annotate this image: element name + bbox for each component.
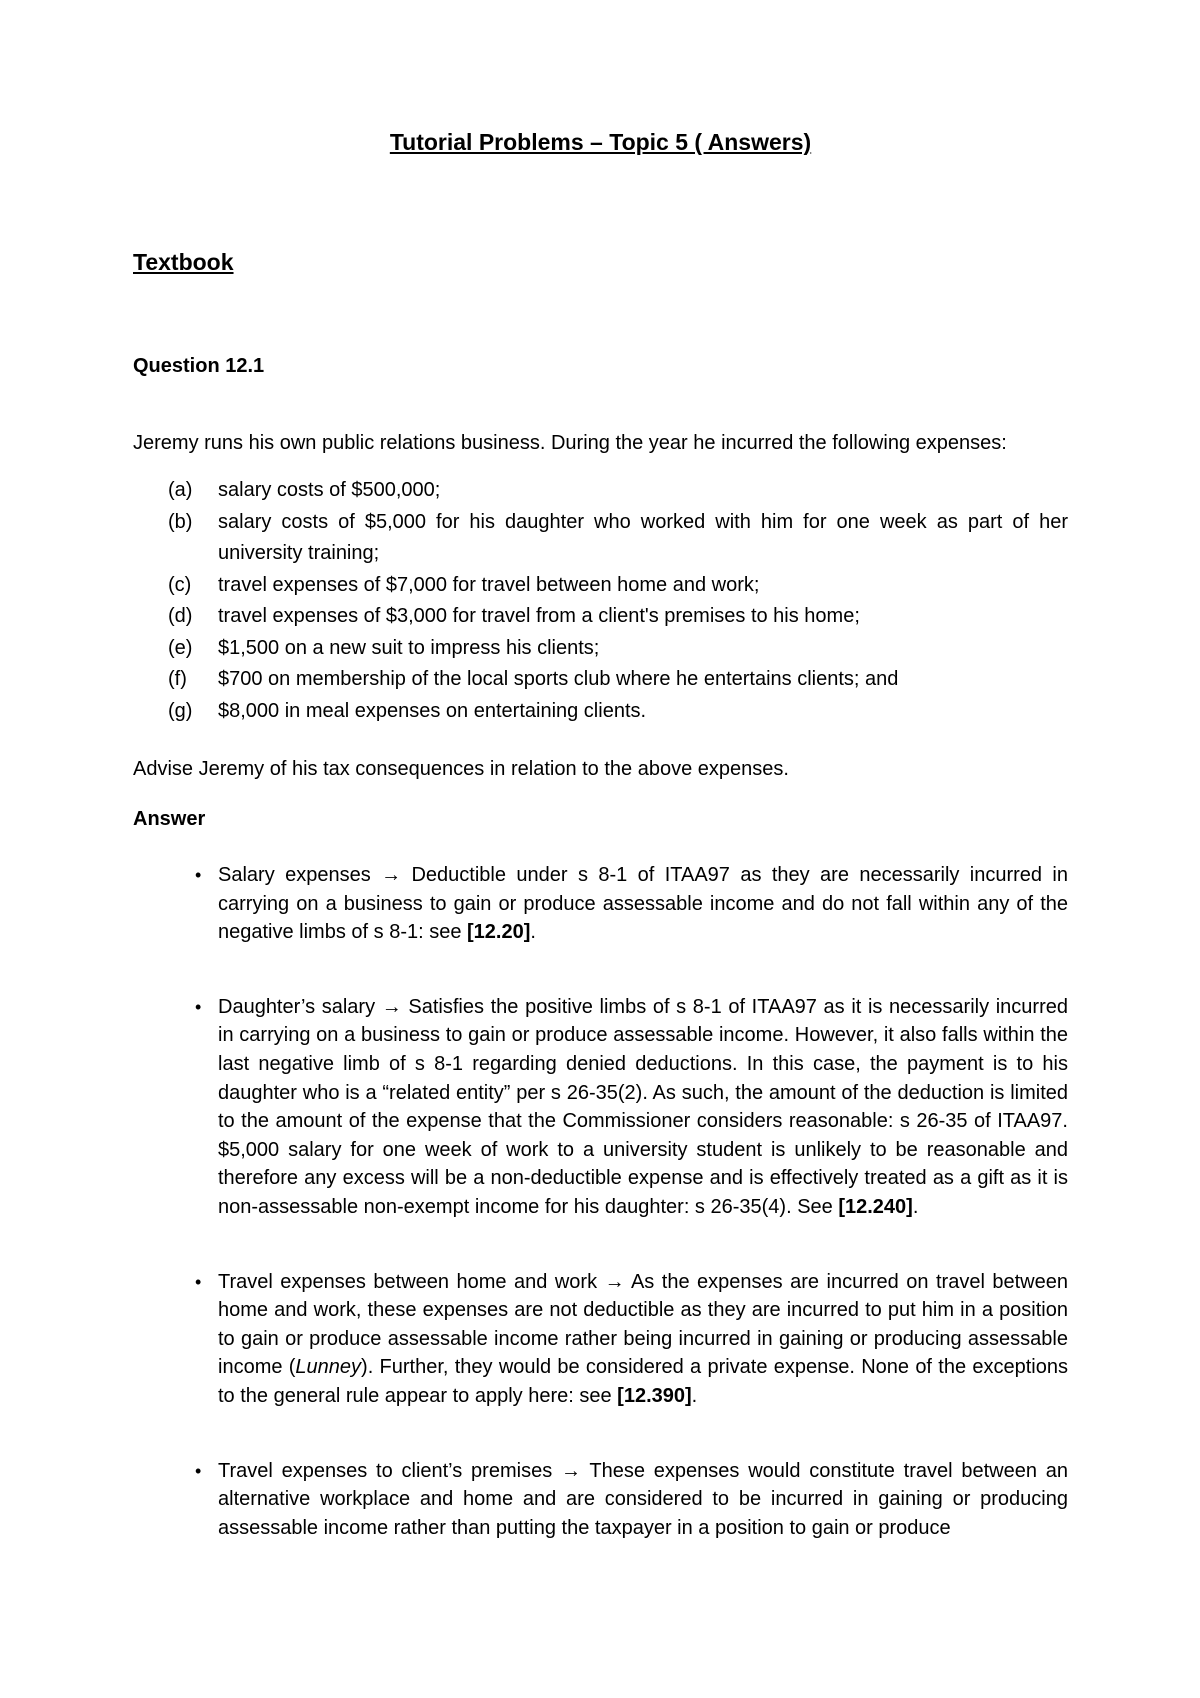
bullet-icon: • [195,1271,202,1292]
section-heading-textbook: Textbook [133,249,234,275]
expense-item-text: salary costs of $500,000; [218,479,441,501]
expense-item-text: $8,000 in meal expenses on entertaining clients. [218,699,647,722]
expense-item-c [168,570,1068,602]
expense-item-label: (b) [168,510,193,533]
expense-item-b [168,507,1068,570]
expense-item-a [168,475,1068,507]
expense-item-text: travel expenses of $3,000 for travel from a client's premises to his home; [218,605,860,627]
bullet-icon: • [195,996,202,1017]
answer-bullet-daughters-salary [133,993,1068,1222]
expense-item-g [168,696,1068,728]
answer-bullet-list [133,861,1068,1542]
expense-item-f [168,664,1068,696]
answer-bullet-travel-client-premises [133,1457,1068,1543]
expense-item-label: (d) [168,605,193,627]
expense-list [133,475,1068,727]
answer-bullet-text: Travel expenses to client’s premises → These expenses would constitute travel between an alternative workplace and home and are considered to be incurred in gaining or producing assessable income rather than putting the taxpayer in a position to gain or produce [218,1459,1068,1539]
document-title: Tutorial Problems – Topic 5 ( Answers) [389,129,812,155]
answer-bullet-text: Salary expenses → Deductible under s 8-1 of ITAA97 as they are necessarily incurred in carrying on a business to gain or produce assessable income and do not fall within any of the negative limbs of s 8-1: see [12.20]. [218,864,1068,944]
answer-bullet-salary-expenses [133,861,1068,947]
answer-bullet-text: Travel expenses between home and work → As the expenses are incurred on travel between home and work, these expenses are not deductible as they are incurred to put him in a position to gain or produce assessable income rather being incurred in gaining or producing assessable income (Lunney). Further, they would be considered a private expense. None of the exceptions to the general rule appear to apply here: see [12.390]. [218,1270,1068,1407]
question-heading: Question 12.1 [133,355,265,377]
expense-item-label: (g) [168,699,193,722]
expense-item-label: (f) [168,668,187,690]
expense-item-label: (e) [168,636,193,659]
expense-item-text: $1,500 on a new suit to impress his clients; [218,636,600,659]
expense-item-text: salary costs of $5,000 for his daughter who worked with him for one week as part of her university training; [218,510,1068,564]
bullet-icon: • [195,1460,202,1481]
expense-item-text: travel expenses of $7,000 for travel between home and work; [218,573,760,596]
expense-item-e [168,633,1068,665]
answer-bullet-travel-home-work [133,1268,1068,1411]
expense-item-text: $700 on membership of the local sports club where he entertains clients; and [218,668,899,690]
answer-bullet-text: Daughter’s salary → Satisfies the positive limbs of s 8-1 of ITAA97 as it is necessarily incurred in carrying on a business to gain or produce assessable income. However, it also falls within the last negative limb of s 8-1 regarding denied deductions. In this case, the payment is to his daughter who is a “related entity” per s 26-35(2). As such, the amount of the deduction is limited to the amount of the expense that the Commissioner considers reasonable: s 26-35 of ITAA97. $5,000 salary for one week of work to a university student is unlikely to be reasonable and therefore any excess will be a non-deductible expense and is effectively treated as a gift as it is non-assessable non-exempt income for his daughter: s 26-35(4). See [12.240]. [218,995,1068,1218]
question-intro: Jeremy runs his own public relations business. During the year he incurred the following expenses: [133,432,1007,454]
expense-item-label: (c) [168,573,192,596]
bullet-icon: • [195,865,202,885]
question-closing: Advise Jeremy of his tax consequences in relation to the above expenses. [133,758,789,780]
expense-item-label: (a) [168,479,193,501]
expense-item-d [168,601,1068,633]
answer-heading: Answer [133,808,206,830]
